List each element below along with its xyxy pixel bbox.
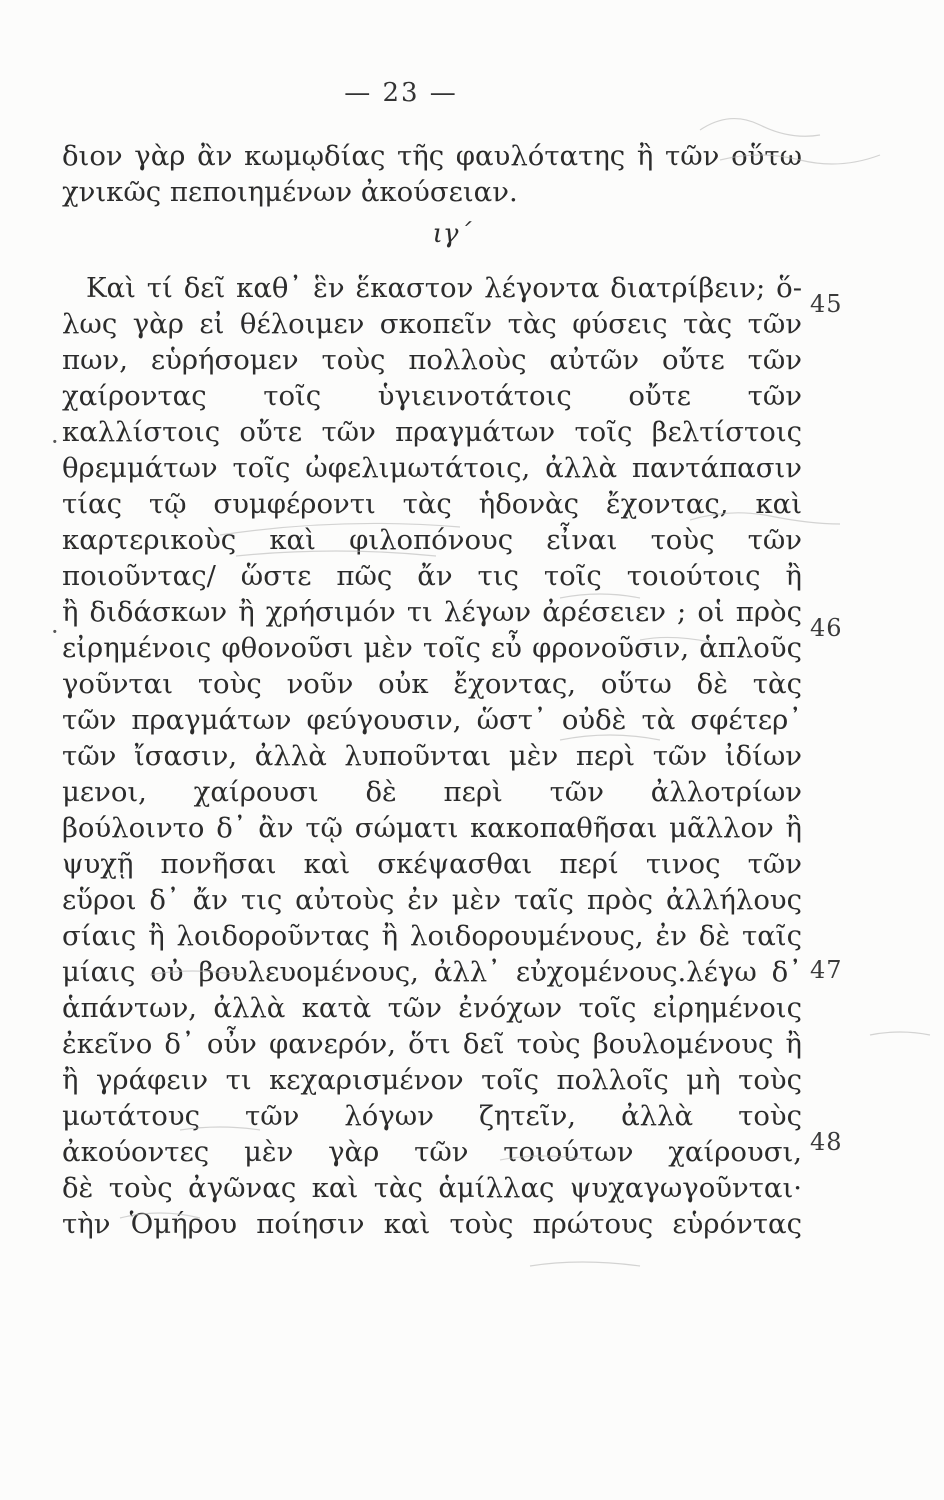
text-line: χαίροντας τοῖς ὑγιεινοτάτοις οὔτε τῶν: [62, 380, 802, 412]
text-line: χνικῶς πεποιημένων ἀκούσειαν.: [62, 176, 518, 208]
text-line: βούλοιντο δ᾽ ἂν τῷ σώματι κακοπαθῆσαι μᾶλλον ἢ: [62, 812, 802, 844]
text-line: ἐκεῖνο δ᾽ οὖν φανερόν, ὅτι δεῖ τοὺς βουλομένους ἢ: [62, 1028, 802, 1060]
text-line: ποιοῦντας/ ὥστε πῶς ἄν τις τοῖς τοιούτοις ἢ: [62, 560, 802, 592]
text-line: ἢ διδάσκων ἢ χρήσιμόν τι λέγων ἀρέσειεν ; οἱ πρὸς: [62, 596, 802, 628]
text-line: ψυχῇ πονῆσαι καὶ σκέψασθαι περί τινος τῶν: [62, 848, 802, 880]
margin-line-number: 47: [810, 956, 843, 984]
margin-line-number: 48: [810, 1128, 843, 1156]
text-line: ἀκούοντες μὲν γὰρ τῶν τοιούτων χαίρουσι,: [62, 1136, 802, 1168]
text-line: τῶν πραγμάτων φεύγουσιν, ὥστ᾽ οὐδὲ τὰ σφέτερ᾽: [62, 704, 802, 736]
margin-marker: ·: [51, 618, 59, 646]
text-line: καρτερικοὺς καὶ φιλοπόνους εἶναι τοὺς τῶν: [62, 524, 802, 556]
margin-line-number: 45: [810, 290, 843, 318]
text-line: γοῦνται τοὺς νοῦν οὐκ ἔχοντας, οὕτω δὲ τὰς: [62, 668, 802, 700]
text-line: μωτάτους τῶν λόγων ζητεῖν, ἀλλὰ τοὺς: [62, 1100, 802, 1132]
text-line: Καὶ τί δεῖ καθ᾽ ἓν ἕκαστον λέγοντα διατρίβειν; ὅ-: [86, 272, 802, 304]
text-line: εἰρημένοις φθονοῦσι μὲν τοῖς εὖ φρονοῦσιν, ἁπλοῦς: [62, 632, 802, 664]
text-line: λως γὰρ εἰ θέλοιμεν σκοπεῖν τὰς φύσεις τὰς τῶν: [62, 308, 802, 340]
text-line: ἢ γράφειν τι κεχαρισμένον τοῖς πολλοῖς μὴ τοὺς: [62, 1064, 802, 1096]
text-body: [62, 138, 802, 1242]
text-line: σίαις ἢ λοιδοροῦντας ἢ λοιδορουμένους, ἐν δὲ ταῖς: [62, 920, 802, 952]
text-line: τὴν Ὁμήρου ποίησιν καὶ τοὺς πρώτους εὑρόντας: [62, 1208, 802, 1240]
text-line: τίας τῷ συμφέροντι τὰς ἡδονὰς ἔχοντας, καὶ: [62, 488, 802, 520]
section-heading: ιγ´: [432, 219, 472, 249]
text-line: τῶν ἴσασιν, ἀλλὰ λυποῦνται μὲν περὶ τῶν ἰδίων: [62, 740, 802, 772]
margin-line-number: 46: [810, 614, 843, 642]
text-line: καλλίστοις οὔτε τῶν πραγμάτων τοῖς βελτίστοις: [62, 416, 802, 448]
margin-marker: ·: [51, 428, 59, 456]
text-line: διον γὰρ ἂν κωμῳδίας τῆς φαυλότατης ἢ τῶν οὕτω: [62, 140, 802, 172]
text-line: θρεμμάτων τοῖς ὠφελιμωτάτοις, ἀλλὰ παντάπασιν: [62, 452, 802, 484]
text-line: εὕροι δ᾽ ἄν τις αὐτοὺς ἐν μὲν ταῖς πρὸς ἀλλήλους: [62, 884, 802, 916]
text-line: μενοι, χαίρουσι δὲ περὶ τῶν ἀλλοτρίων: [62, 776, 802, 808]
text-line: μίαις οὐ βουλευομένους, ἀλλ᾽ εὐχομένους.λέγω δ᾽: [62, 956, 802, 988]
page-number: — 23 —: [344, 78, 458, 108]
text-line: πων, εὑρήσομεν τοὺς πολλοὺς αὐτῶν οὔτε τῶν: [62, 344, 802, 376]
text-line: ἁπάντων, ἀλλὰ κατὰ τῶν ἐνόχων τοῖς εἰρημένοις: [62, 992, 802, 1024]
text-line: δὲ τοὺς ἀγῶνας καὶ τὰς ἁμίλλας ψυχαγωγοῦνται·: [62, 1172, 802, 1204]
